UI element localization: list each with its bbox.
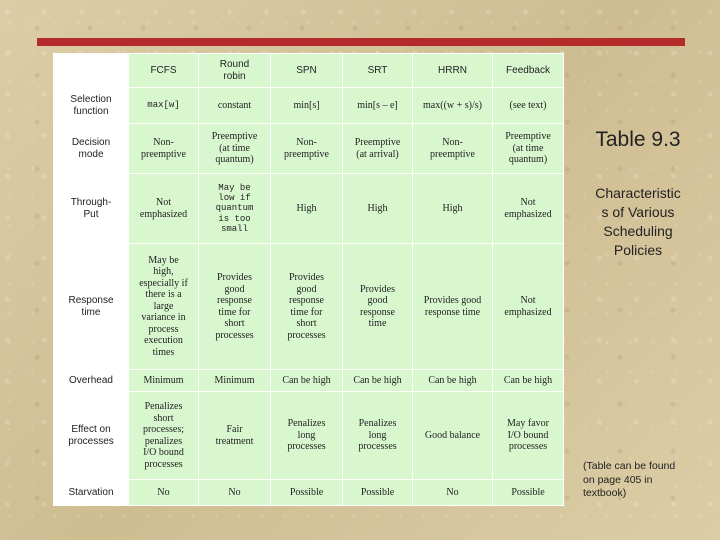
table-cell: May be low if quantum is too small [199, 174, 271, 244]
table-cell: Penalizes long processes [343, 392, 413, 480]
table-cell: Fair treatment [199, 392, 271, 480]
title-accent-bar [37, 38, 685, 46]
table-cell: Not emphasized [493, 174, 564, 244]
table-cell: constant [199, 88, 271, 124]
column-header: HRRN [413, 54, 493, 88]
table-cell: Preemptive (at arrival) [343, 124, 413, 174]
table-cell: Penalizes long processes [271, 392, 343, 480]
table-cell: Non- preemptive [413, 124, 493, 174]
row-header: Starvation [54, 480, 129, 506]
table-cell: Preemptive (at time quantum) [199, 124, 271, 174]
table-cell: Provides good response time for short processes [199, 244, 271, 370]
row-header: Through- Put [54, 174, 129, 244]
table-cell: Not emphasized [493, 244, 564, 370]
table-cell: Provides good response time [343, 244, 413, 370]
row-header: Selection function [54, 88, 129, 124]
table-row [54, 480, 564, 506]
column-header: SRT [343, 54, 413, 88]
scheduling-table-container [53, 53, 563, 505]
table-cell: Non- preemptive [129, 124, 199, 174]
table-cell: max[w] [129, 88, 199, 124]
table-cell: min[s – e] [343, 88, 413, 124]
table-cell: Minimum [199, 370, 271, 392]
slide-title: Table 9.3 [595, 128, 681, 151]
table-cell: Penalizes short processes; penalizes I/O bound processes [129, 392, 199, 480]
table-cell: No [129, 480, 199, 506]
table-cell: May favor I/O bound processes [493, 392, 564, 480]
column-header: Feedback [493, 54, 564, 88]
row-header: Effect on processes [54, 392, 129, 480]
table-cell: min[s] [271, 88, 343, 124]
table-cell: Preemptive (at time quantum) [493, 124, 564, 174]
table-cell: Good balance [413, 392, 493, 480]
table-cell: Possible [271, 480, 343, 506]
column-header: FCFS [129, 54, 199, 88]
table-cell: Minimum [129, 370, 199, 392]
table-cell: Provides good response time for short processes [271, 244, 343, 370]
table-cell: High [413, 174, 493, 244]
row-header: Decision mode [54, 124, 129, 174]
table-row [54, 174, 564, 244]
table-cell: Not emphasized [129, 174, 199, 244]
textbook-reference-note: (Table can be found on page 405 in textbook) [583, 460, 676, 500]
table-cell: High [271, 174, 343, 244]
table-row [54, 88, 564, 124]
slide-caption: Characteristic s of Various Scheduling Policies [595, 185, 681, 258]
table-cell: Possible [493, 480, 564, 506]
table-cell: Can be high [413, 370, 493, 392]
table-row [54, 370, 564, 392]
table-cell: Can be high [343, 370, 413, 392]
column-header: SPN [271, 54, 343, 88]
table-cell: (see text) [493, 88, 564, 124]
table-cell: May be high, especially if there is a large variance in process execution times [129, 244, 199, 370]
table-header-row [54, 54, 564, 88]
table-corner-cell [54, 54, 129, 88]
table-row [54, 392, 564, 480]
scheduling-policies-table [53, 53, 564, 506]
table-cell: Can be high [271, 370, 343, 392]
table-cell: High [343, 174, 413, 244]
row-header: Overhead [54, 370, 129, 392]
table-cell: Can be high [493, 370, 564, 392]
table-cell: Provides good response time [413, 244, 493, 370]
table-cell: max((w + s)/s) [413, 88, 493, 124]
table-cell: No [199, 480, 271, 506]
table-cell: Possible [343, 480, 413, 506]
row-header: Response time [54, 244, 129, 370]
table-cell: No [413, 480, 493, 506]
table-cell: Non- preemptive [271, 124, 343, 174]
column-header: Round robin [199, 54, 271, 88]
table-row [54, 244, 564, 370]
table-row [54, 124, 564, 174]
